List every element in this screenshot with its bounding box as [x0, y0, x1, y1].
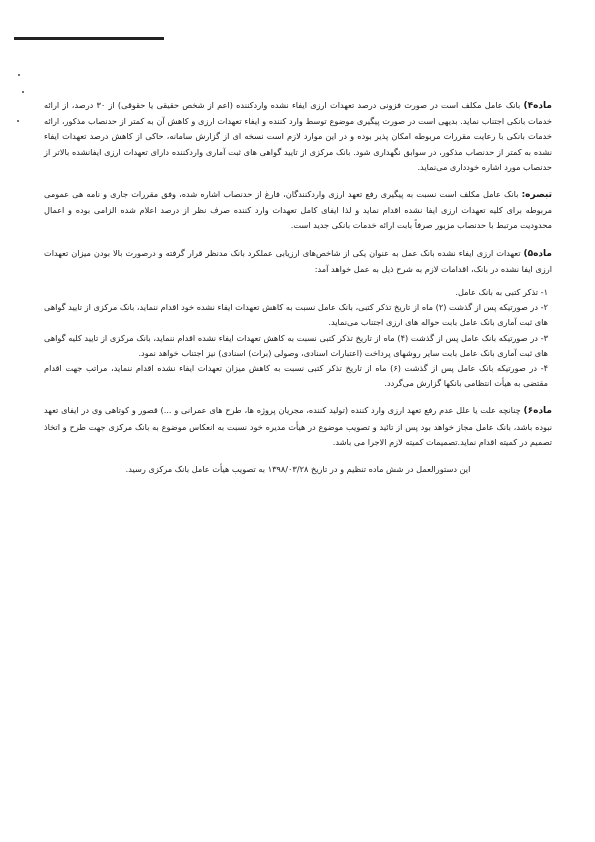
- article-5-item-2: ۲- در صورتیکه پس از گذشت (۲) ماه از تاریخ تذکر کتبی، بانک عامل نسبت به کاهش تعهدات ایفاء نشده خود اقدام ننماید، بانک مرکزی از تایید گواهی های ثبت آماری بانک عامل بابت حواله های ارزی اجتناب می‌نماید.: [44, 302, 549, 328]
- scan-speck: [22, 91, 24, 93]
- scan-speck: [17, 120, 19, 122]
- note: [44, 187, 552, 234]
- article-5-text: تعهدات ارزی ایفاء نشده بانک عمل به عنوان یکی از شاخص‌های ارزیابی عملکرد بانک مدنظر قرار گرفته و درصورت بالا بودن میزان تعهدات ارزی ایفا نشده در بانک، اقدامات لازم به شرح ذیل به عمل خواهد آمد:: [44, 247, 552, 274]
- article-5-item-3: ۳- در صورتیکه بانک عامل پس از گذشت (۴) ماه از تاریخ تذکر کتبی نسبت به کاهش تعهدات ایفاء نشده اقدام ننماید، بانک مرکزی از تایید کلیه گواهی های ثبت آماری بانک عامل بابت سایر روشهای پرداخت (اعتبارات اسنادی، وصولی (برات) اسنادی) نیز اجتناب خواهد نمود.: [44, 332, 548, 358]
- scan-speck: [18, 74, 20, 76]
- article-4-heading: ماده۴): [523, 101, 552, 111]
- article-6-text: چنانچه علت یا علل عدم رفع تعهد ارزی وارد کننده (تولید کننده، مجریان پروژه ها، طرح های عمرانی و ...) قصور و کوتاهی وی در ایفای تعهد نبوده باشد، بانک عامل مجاز خواهد بود پس از تائید و تصویب موضوع در هیأت مدیره خود نسبت به انعکاس موضوع به بانک مرکزی جهت طرح و اتخاذ تصمیم در کمیته اقدام نماید.تصمیمات کمیته لازم الاجرا می باشد.: [44, 405, 552, 447]
- article-5-heading: ماده۵): [523, 248, 552, 259]
- article-5-item-1: ۱- تذکر کتبی به بانک عامل.: [455, 287, 548, 298]
- note-text: بانک عامل مکلف است نسبت به پیگیری رفع تعهد ارزی واردکنندگان، فارغ از حدنصاب اشاره شده، وفق مقررات جاری و نامه هی عمومی مربوطه برای کلیه تعهدات ارزی ایفا نشده اقدام نماید و لذا ایفای کامل تعهدات وارد کننده صرف نظر از درصد اعلام شده الزامی بوده و اعمال محدودیت مرتبط با حدنصاب مزبور صرفاً بابت ارائه خدمات بانکی جدید است.: [44, 189, 552, 231]
- top-rule: [14, 37, 164, 40]
- document-body: [44, 98, 552, 477]
- note-heading: تبصره:: [521, 190, 552, 201]
- article-6: [44, 403, 552, 450]
- article-5: [44, 246, 552, 277]
- article-4: [44, 98, 552, 175]
- article-6-heading: ماده۶): [523, 406, 553, 417]
- closing-statement: این دستورالعمل در شش ماده تنظیم و در تاریخ ۱۳۹۸/۰۳/۲۸ به تصویب هیأت عامل بانک مرکزی رسید.: [125, 464, 471, 475]
- article-5-item-4: ۴- در صورتیکه بانک عامل پس از گذشت (۶) ماه از تاریخ تذکر کتبی نسبت به کاهش میزان تعهدات ایفاء نشده اقدام ننماید، مراتب جهت اقدام مقتضی به هیأت انتظامی بانکها گزارش می‌گردد.: [44, 363, 548, 389]
- article-4-text: بانک عامل مکلف است در صورت فزونی درصد تعهدات ارزی ایفاء نشده واردکننده (اعم از شخص حقیقی یا حقوقی) از ۳۰ درصد، از ارائه خدمات بانکی اجتناب نماید. بدیهی است در صورت پیگیری موضوع توسط وارد کننده و ایفاء تعهدات ارزی و کاهش آن به کمتر از حدنصاب مذکور، ارائه خدمات بانکی با رعایت مقررات مربوطه امکان پذیر بوده و در این موارد لازم است نسخه ای از گزارش سامانه، حاکی از کاهش درصد تعهدات ایفاء نشده به کمتر از حدنصاب مذکور، در سوابق نگهداری شود. بانک مرکزی از تایید گواهی های ثبت آماری واردکننده دارای تعهدات ارزی ایفانشده بالاتر از حدنصاب مورد اشاره خودداری می‌نماید.: [44, 100, 552, 172]
